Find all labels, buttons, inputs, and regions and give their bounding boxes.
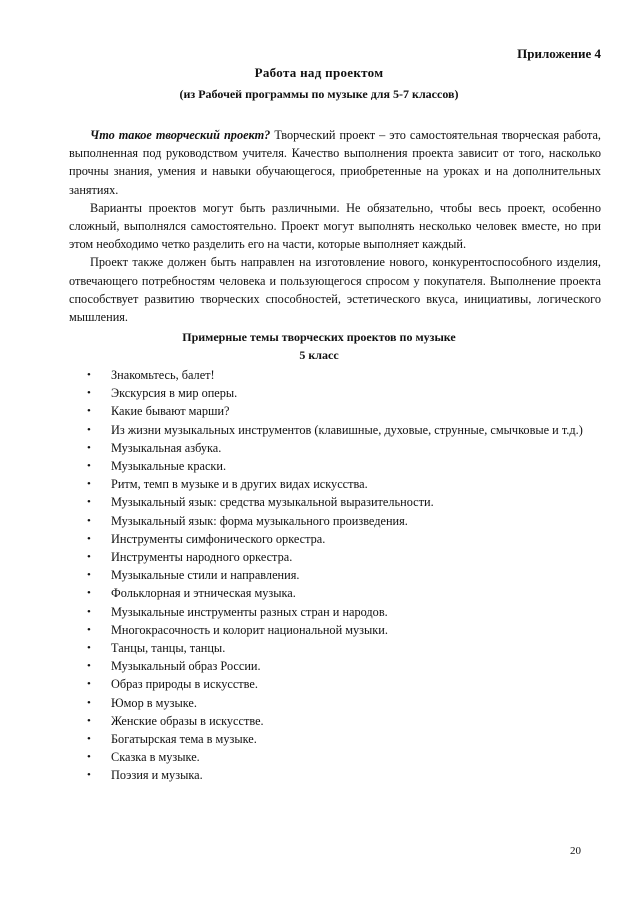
list-item-text: Музыкальный язык: форма музыкального произведения. xyxy=(111,513,408,528)
intro-lead: Что такое творческий проект? xyxy=(90,128,271,142)
bullet-icon: • xyxy=(87,423,91,436)
list-item-text: Юмор в музыке. xyxy=(111,695,197,710)
bullet-icon: • xyxy=(87,532,91,545)
list-item xyxy=(87,366,601,384)
topics-heading: Примерные темы творческих проектов по музыке xyxy=(182,330,456,344)
list-item xyxy=(87,475,601,493)
list-item xyxy=(87,712,601,730)
list-item-text: Богатырская тема в музыке. xyxy=(111,732,257,747)
list-item-text: Из жизни музыкальных инструментов (клавишные, духовые, струнные, смычковые и т.д.) xyxy=(111,422,583,437)
list-item-text: Фольклорная и этническая музыка. xyxy=(111,586,296,601)
page-subtitle: (из Рабочей программы по музыке для 5-7 классов) xyxy=(179,87,459,101)
list-item-text: Женские образы в искусстве. xyxy=(111,713,264,728)
list-item xyxy=(87,548,601,566)
bullet-icon: • xyxy=(87,460,91,473)
list-item xyxy=(87,566,601,584)
list-item-text: Инструменты народного оркестра. xyxy=(111,550,293,565)
bullet-icon: • xyxy=(87,569,91,582)
bullet-icon: • xyxy=(87,623,91,636)
list-item-text: Поэзия и музыка. xyxy=(111,768,203,783)
list-item xyxy=(87,766,601,784)
list-item xyxy=(87,421,601,439)
list-item xyxy=(87,694,601,712)
grade-heading: 5 класс xyxy=(299,348,339,362)
bullet-icon: • xyxy=(87,769,91,782)
bullet-icon: • xyxy=(87,369,91,381)
list-item-text: Знакомьтесь, балет! xyxy=(111,368,215,382)
list-item-text: Музыкальные инструменты разных стран и народов. xyxy=(111,604,388,619)
list-item-text: Какие бывают марши? xyxy=(111,404,230,419)
list-item xyxy=(87,748,601,766)
bullet-icon: • xyxy=(87,751,91,764)
bullet-icon: • xyxy=(87,733,91,746)
bullet-icon: • xyxy=(87,714,91,727)
bullet-icon: • xyxy=(87,660,91,673)
list-item xyxy=(87,657,601,675)
list-item-text: Музыкальный образ России. xyxy=(111,659,261,674)
intro-paragraph-1 xyxy=(69,126,601,199)
bullet-icon: • xyxy=(87,678,91,691)
list-item xyxy=(87,402,601,420)
intro-paragraph-2: Варианты проектов могут быть различными. Не обязательно, чтобы весь проект, особенно сложный, выполнялся самостоятельно. Проект могут выполнять несколько человек вместе, но при этом необходимо четко разделить его на части, которые выполняет каждый. xyxy=(69,200,601,252)
bullet-icon: • xyxy=(87,642,91,655)
list-item-text: Музыкальный язык: средства музыкальной выразительности. xyxy=(111,495,434,510)
list-item-text: Сказка в музыке. xyxy=(111,750,200,765)
bullet-icon: • xyxy=(87,551,91,564)
list-item xyxy=(87,439,601,457)
list-item xyxy=(87,493,601,511)
list-item-text: Многокрасочность и колорит национальной музыки. xyxy=(111,622,388,637)
intro-paragraph-1-text: Творческий проект – это самостоятельная творческая работа, выполненная под руководством учителя. Качество выполнения проекта зависит от того, насколько прочны знания, умения и навыки обучающегося, приобретенные на уроках и на дополнительных занятиях. xyxy=(69,128,601,197)
bullet-icon: • xyxy=(87,605,91,618)
intro-text xyxy=(69,126,601,326)
list-item xyxy=(87,639,601,657)
list-item-text: Экскурсия в мир оперы. xyxy=(111,386,238,401)
page-title: Работа над проектом xyxy=(254,65,384,80)
list-item-text: Образ природы в искусстве. xyxy=(111,677,258,692)
list-item xyxy=(87,621,601,639)
list-item-text: Музыкальная азбука. xyxy=(111,440,222,455)
bullet-icon: • xyxy=(87,387,91,400)
list-item-text: Ритм, темп в музыке и в других видах искусства. xyxy=(111,477,368,492)
bullet-icon: • xyxy=(87,514,91,527)
list-item-text: Инструменты симфонического оркестра. xyxy=(111,531,326,546)
list-item-text: Танцы, танцы, танцы. xyxy=(111,641,226,656)
bullet-icon: • xyxy=(87,496,91,509)
list-item xyxy=(87,530,601,548)
list-item xyxy=(87,730,601,748)
list-item xyxy=(87,584,601,602)
bullet-icon: • xyxy=(87,587,91,600)
list-item xyxy=(87,384,601,402)
bullet-icon: • xyxy=(87,478,91,491)
list-item xyxy=(87,675,601,693)
bullet-icon: • xyxy=(87,441,91,454)
intro-paragraph-3: Проект также должен быть направлен на изготовление нового, конкурентоспособного изделия, отвечающего потребностям человека и пользующегося спросом у покупателя. Выполнение проекта способствует развитию творческих способностей, эстетического вкуса, инициативы, логического мышления. xyxy=(69,255,601,325)
list-item xyxy=(87,512,601,530)
list-item xyxy=(87,603,601,621)
list-item-text: Музыкальные стили и направления. xyxy=(111,568,300,583)
list-item-text: Музыкальные краски. xyxy=(111,459,227,474)
bullet-icon: • xyxy=(87,405,91,418)
appendix-label: Приложение 4 xyxy=(517,46,601,61)
bullet-icon: • xyxy=(87,696,91,709)
topics-list xyxy=(87,366,601,785)
page-number: 20 xyxy=(570,845,581,857)
list-item xyxy=(87,457,601,475)
